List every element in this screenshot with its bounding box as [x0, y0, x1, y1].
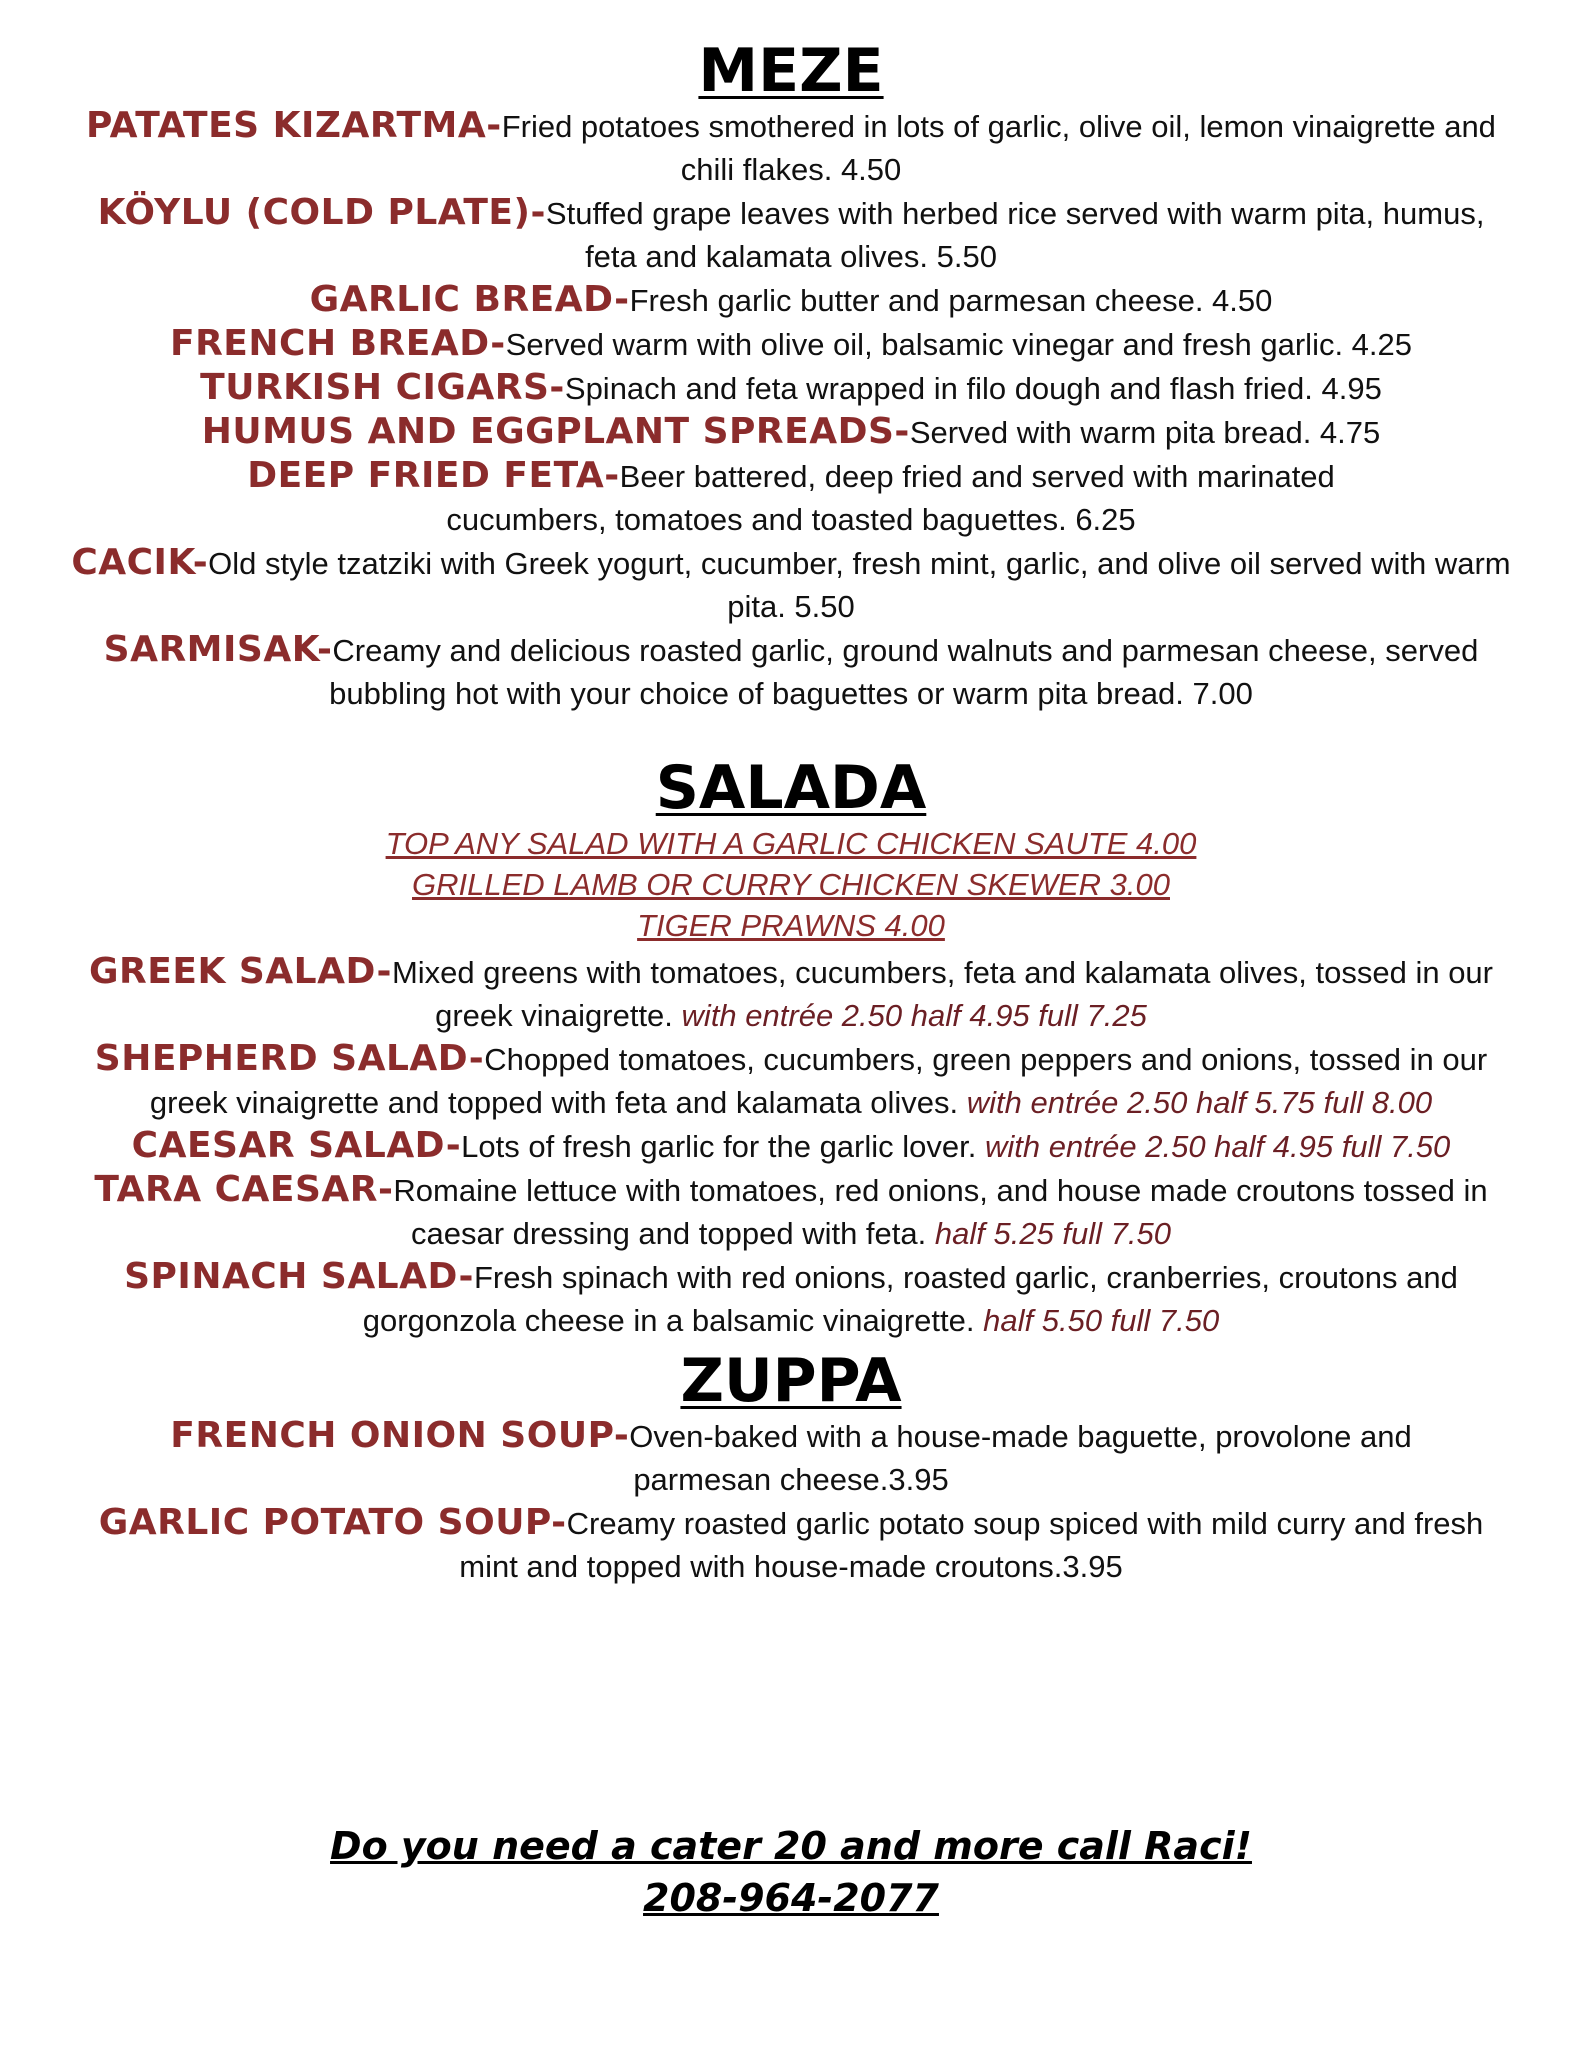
menu-item-koylu	[71, 191, 1511, 278]
menu-item-humus-eggplant	[71, 410, 1511, 454]
item-description: Oven-baked with a house-made baguette, provolone and parmesan cheese.3.95	[629, 1419, 1412, 1497]
item-name: FRENCH ONION SOUP-	[170, 1415, 630, 1456]
topping-line: GRILLED LAMB OR CURRY CHICKEN SKEWER 3.00	[412, 867, 1170, 902]
zuppa-title: ZUPPA	[680, 1346, 902, 1416]
meze-title: MEZE	[698, 36, 884, 106]
salad-toppings	[60, 823, 1522, 946]
menu-item-garlic-bread	[71, 278, 1511, 322]
menu-item-patates-kizartma	[71, 104, 1511, 191]
menu-item-spinach-salad	[71, 1255, 1511, 1342]
catering-phone: 208-964-2077	[643, 1876, 939, 1920]
item-description: Romaine lettuce with tomatoes, red onions, and house made croutons tossed in caesar dressing and topped with feta.	[393, 1173, 1488, 1251]
item-description: Spinach and feta wrapped in filo dough and flash fried. 4.95	[564, 371, 1382, 406]
item-description: Fresh garlic butter and parmesan cheese. 4.50	[629, 283, 1273, 318]
item-name: HUMUS AND EGGPLANT SPREADS-	[201, 411, 910, 452]
menu-item-shepherd-salad	[71, 1037, 1511, 1124]
menu-item-deep-fried-feta	[181, 454, 1401, 541]
item-name: TURKISH CIGARS-	[200, 367, 565, 408]
item-description: Creamy roasted garlic potato soup spiced with mild curry and fresh mint and topped with house-made croutons.3.95	[459, 1506, 1484, 1584]
item-sizes: with entrée 2.50 half 5.75 full 8.00	[966, 1085, 1433, 1120]
item-name: FRENCH BREAD-	[169, 323, 506, 364]
menu-item-greek-salad	[71, 950, 1511, 1037]
menu-item-cacik	[71, 541, 1511, 628]
catering-footer	[0, 1820, 1582, 1924]
item-description: Chopped tomatoes, cucumbers, green peppers and onions, tossed in our greek vinaigrette and topped with feta and kalamata olives.	[149, 1042, 1488, 1120]
menu-item-tara-caesar	[71, 1168, 1511, 1255]
item-name: SARMISAK-	[103, 629, 333, 670]
item-name: GARLIC BREAD-	[309, 279, 630, 320]
catering-message: Do you need a cater 20 and more call Raci!	[330, 1824, 1252, 1868]
menu-item-caesar-salad	[71, 1124, 1511, 1168]
item-description: Creamy and delicious roasted garlic, ground walnuts and parmesan cheese, served bubbling hot with your choice of baguettes or warm pita bread. 7.00	[329, 633, 1479, 711]
item-sizes: half 5.25 full 7.50	[934, 1216, 1172, 1251]
item-description: Fresh spinach with red onions, roasted garlic, cranberries, croutons and gorgonzola cheese in a balsamic vinaigrette.	[362, 1260, 1458, 1338]
menu-item-french-bread	[71, 322, 1511, 366]
menu-item-french-onion-soup	[111, 1414, 1471, 1501]
menu-item-sarmisak	[71, 628, 1511, 715]
item-description: Fried potatoes smothered in lots of garlic, olive oil, lemon vinaigrette and chili flakes. 4.50	[501, 109, 1496, 187]
item-description: Served warm with olive oil, balsamic vinegar and fresh garlic. 4.25	[505, 327, 1413, 362]
item-name: TARA CAESAR-	[94, 1169, 394, 1210]
salada-title: SALADA	[655, 753, 927, 823]
menu-item-turkish-cigars	[71, 366, 1511, 410]
item-description: Served with warm pita bread. 4.75	[909, 415, 1381, 450]
item-name: SHEPHERD SALAD-	[94, 1038, 485, 1079]
item-description: Beer battered, deep fried and served with marinated cucumbers, tomatoes and toasted baguettes. 6.25	[446, 459, 1335, 537]
item-description: Old style tzatziki with Greek yogurt, cucumber, fresh mint, garlic, and olive oil served with warm pita. 5.50	[208, 546, 1511, 624]
item-name: CACIK-	[71, 542, 209, 583]
item-description: Mixed greens with tomatoes, cucumbers, feta and kalamata olives, tossed in our greek vinaigrette.	[391, 955, 1493, 1033]
menu-item-garlic-potato-soup	[71, 1501, 1511, 1588]
item-sizes: half 5.50 full 7.50	[983, 1303, 1220, 1338]
item-name: KÖYLU (COLD PLATE)-	[97, 192, 546, 233]
item-name: CAESAR SALAD-	[131, 1125, 462, 1166]
section-spacer	[60, 715, 1522, 755]
item-description: Lots of fresh garlic for the garlic lover.	[461, 1129, 977, 1164]
item-name: GREEK SALAD-	[88, 951, 392, 992]
item-sizes: with entrée 2.50 half 4.95 full 7.50	[984, 1129, 1451, 1164]
topping-line: TIGER PRAWNS 4.00	[637, 908, 945, 943]
item-description: Stuffed grape leaves with herbed rice served with warm pita, humus, feta and kalamata olives. 5.50	[545, 196, 1485, 274]
item-sizes: with entrée 2.50 half 4.95 full 7.25	[681, 998, 1147, 1033]
item-name: GARLIC POTATO SOUP-	[98, 1502, 567, 1543]
item-name: PATATES KIZARTMA-	[86, 105, 502, 146]
topping-line: TOP ANY SALAD WITH A GARLIC CHICKEN SAUTE 4.00	[385, 826, 1197, 861]
item-name: DEEP FRIED FETA-	[247, 455, 620, 496]
item-name: SPINACH SALAD-	[124, 1256, 474, 1297]
